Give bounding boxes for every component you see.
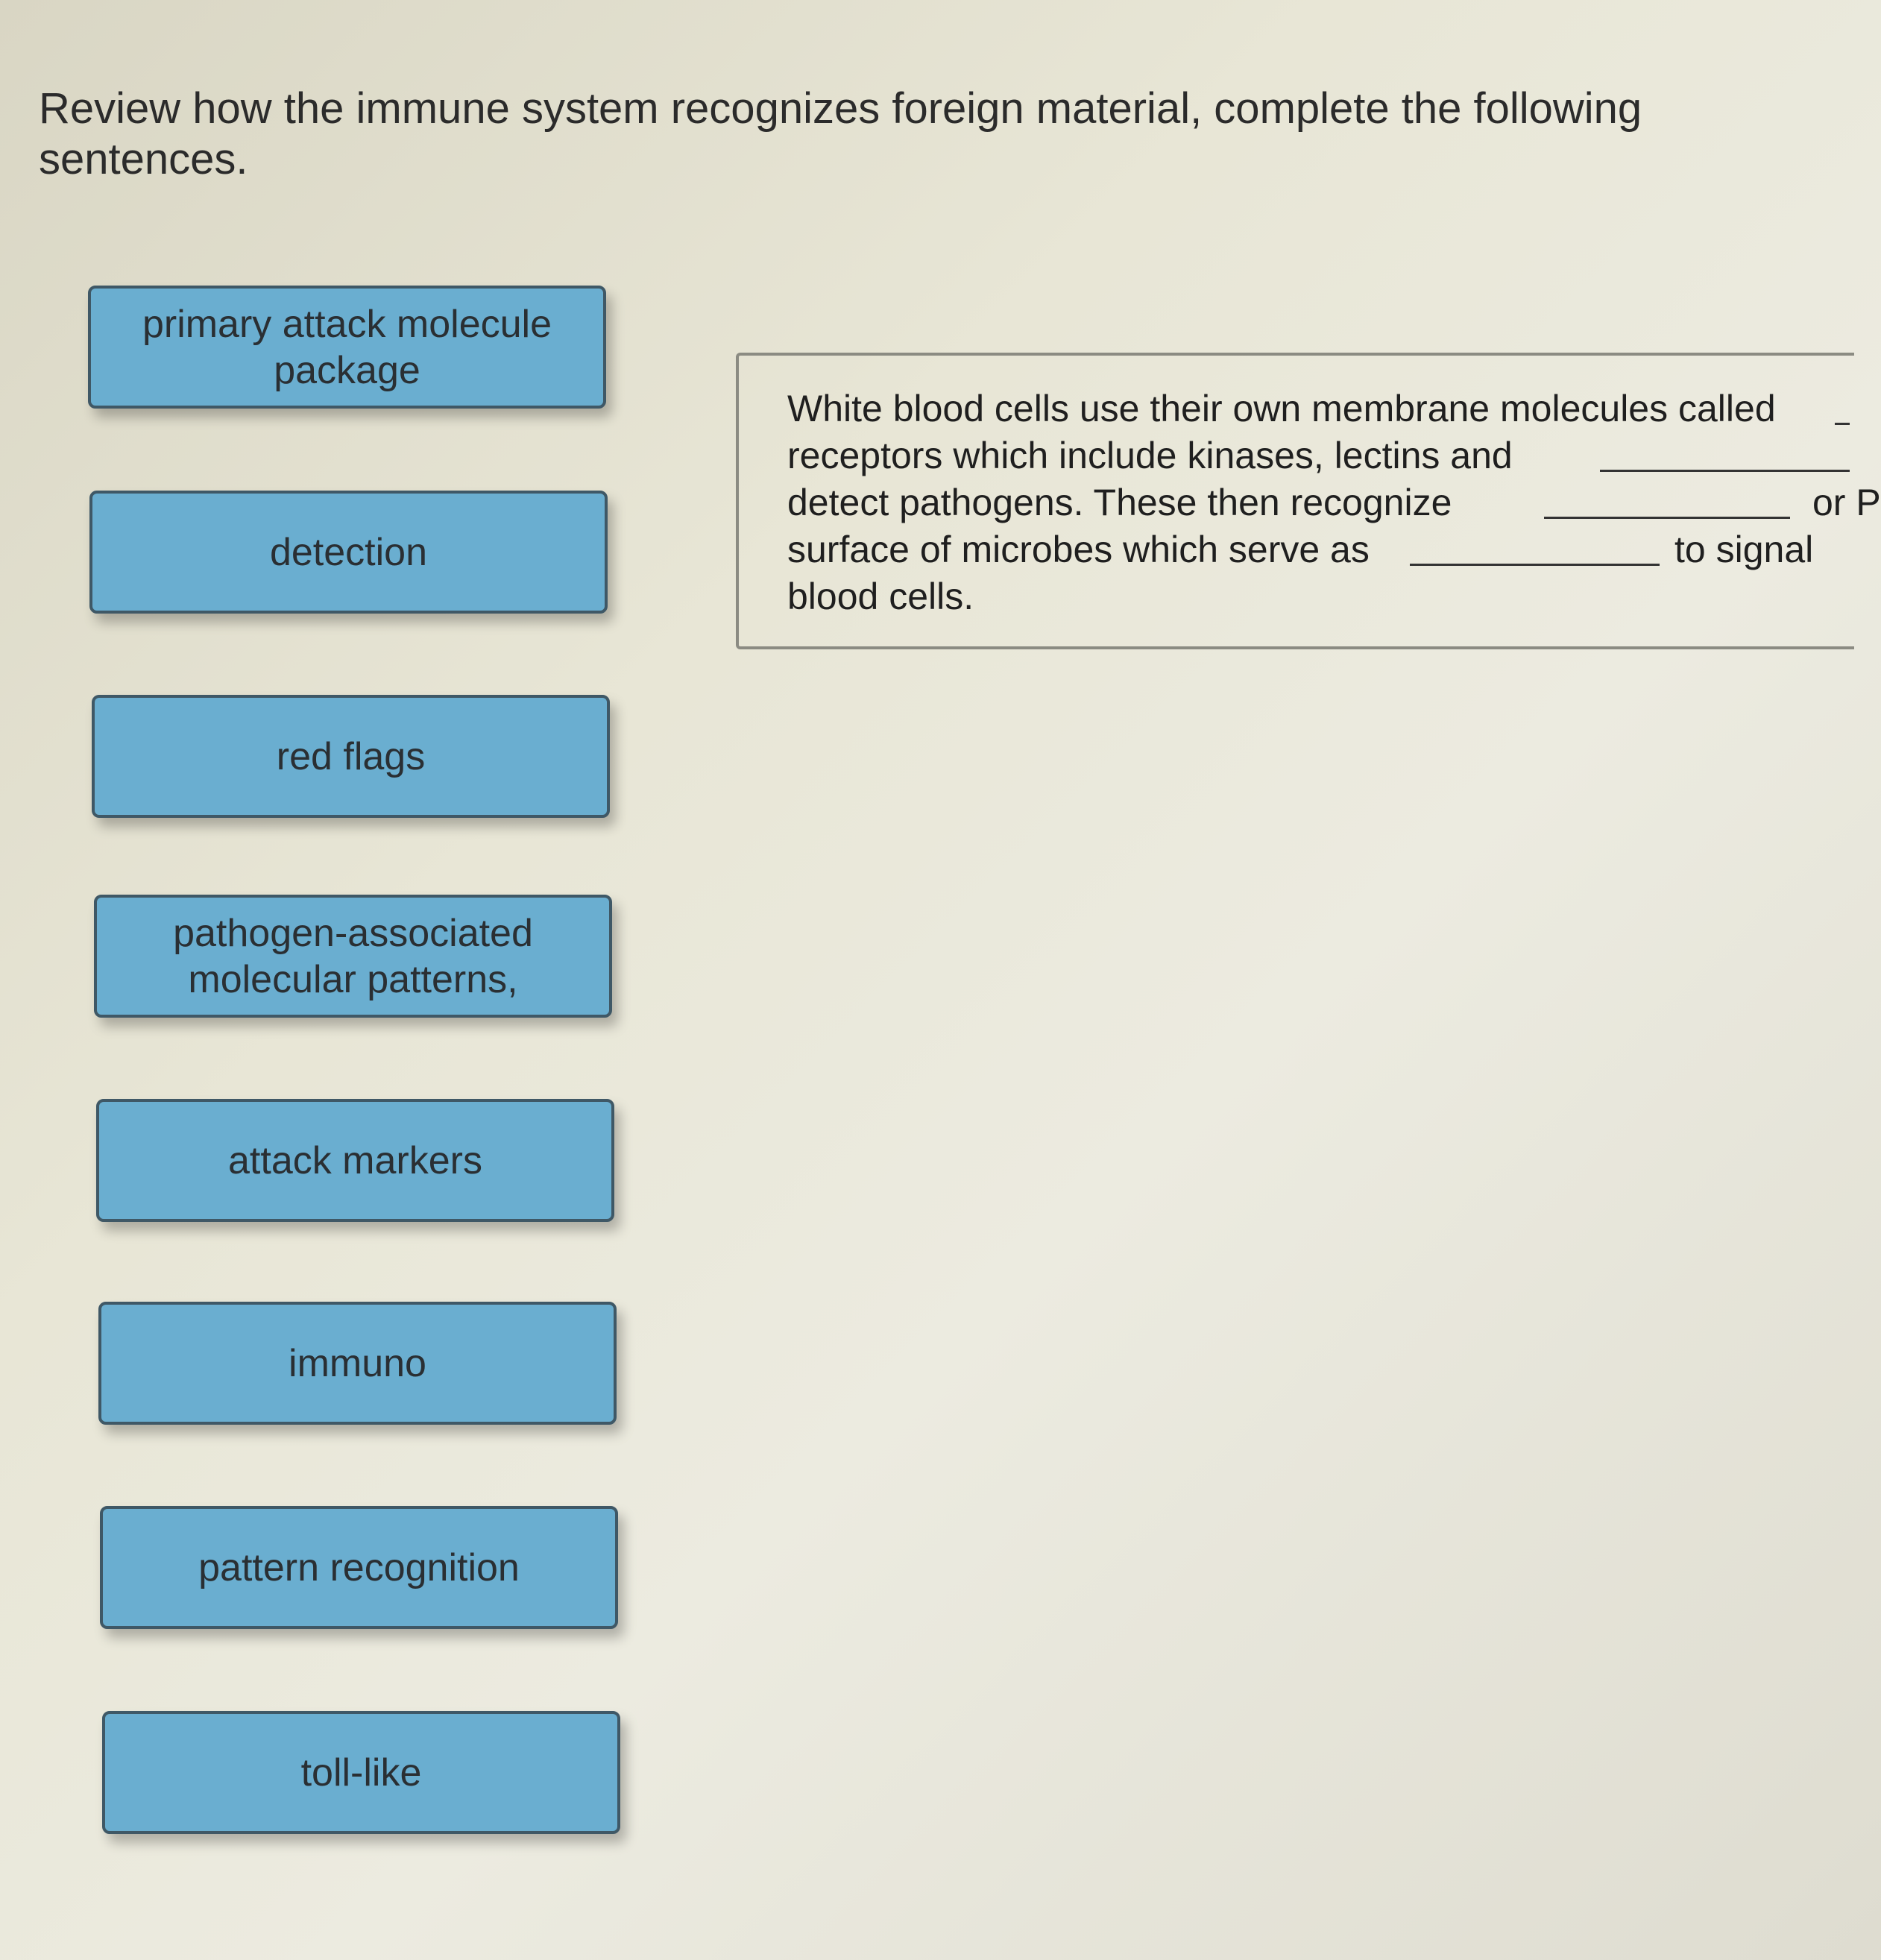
tile-label: primary attack molecule package: [142, 302, 552, 392]
drop-blank-4[interactable]: [1410, 526, 1660, 566]
drag-tile-detection[interactable]: [89, 491, 608, 614]
sentence-line-1: White blood cells use their own membrane molecules called: [787, 385, 1861, 432]
drop-blank-2[interactable]: [1600, 432, 1850, 472]
instructions-text: Review how the immune system recognizes foreign material, complete the following sentences.: [39, 84, 1642, 183]
tile-label: detection: [269, 530, 428, 574]
sentence-panel: [736, 353, 1881, 649]
drag-tile-pattern-recognition[interactable]: [100, 1506, 618, 1629]
drag-tile-immuno[interactable]: [98, 1302, 617, 1425]
tile-label: red flags: [276, 734, 426, 778]
tile-label: pathogen-associated molecular patterns,: [173, 911, 533, 1001]
tile-label: pattern recognition: [198, 1545, 520, 1589]
sentence-line-2: receptors which include kinases, lectins and: [787, 432, 1861, 479]
drag-tile-red-flags[interactable]: [92, 695, 610, 818]
drop-blank-3[interactable]: [1544, 479, 1790, 519]
drag-tile-pathogen-associated-molecular-patterns[interactable]: [94, 895, 612, 1018]
sentence-line-4: surface of microbes which serve as to signal: [787, 526, 1861, 573]
drag-tile-attack-markers[interactable]: [96, 1099, 614, 1222]
sentence-line-3: detect pathogens. These then recognize or P: [787, 479, 1861, 526]
sentence-text: [787, 385, 1881, 620]
drag-tile-toll-like[interactable]: [102, 1711, 620, 1834]
sentence-line-5: blood cells.: [787, 576, 974, 617]
tile-label: immuno: [289, 1341, 426, 1385]
drag-tile-primary-attack-molecule-package[interactable]: [88, 286, 606, 409]
drop-blank-1[interactable]: [1835, 385, 1850, 425]
tile-label: attack markers: [228, 1138, 482, 1182]
tile-label: toll-like: [300, 1751, 422, 1794]
